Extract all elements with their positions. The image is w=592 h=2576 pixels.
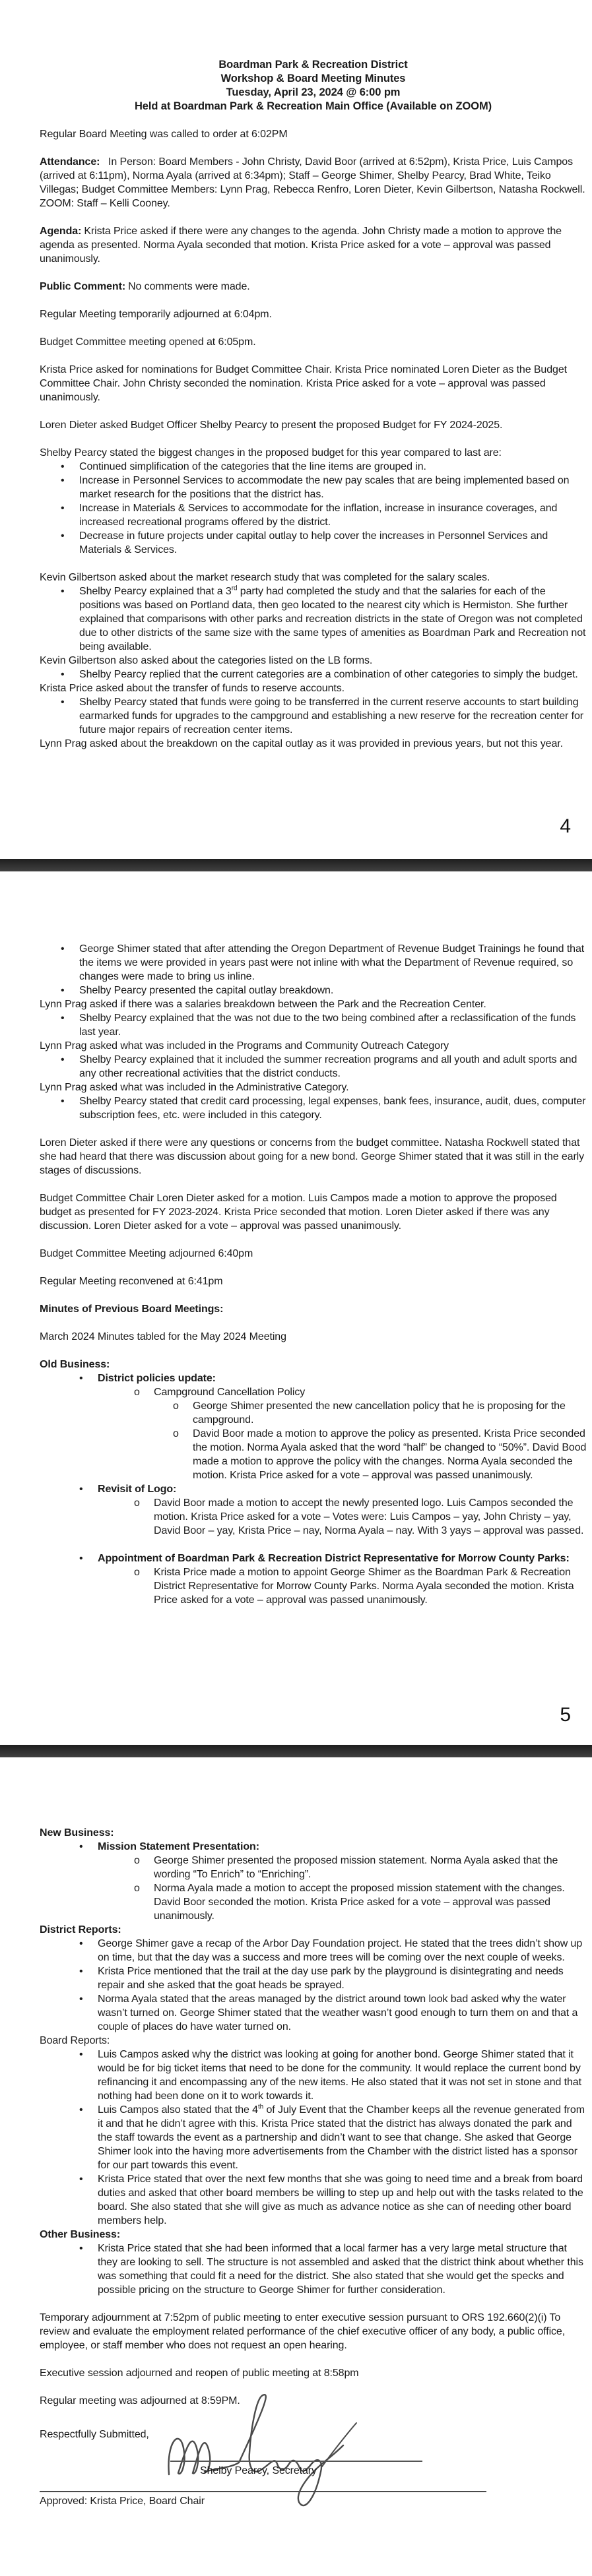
bullet-icon: •	[79, 1938, 83, 1949]
paragraph: Kevin Gilbertson also asked about the categories listed on the LB forms.	[40, 655, 373, 666]
circle-bullet-icon: o	[134, 1497, 140, 1509]
ordinal-superscript: rd	[231, 584, 238, 592]
title-line: Held at Boardman Park & Recreation Main Office (Available on ZOOM)	[134, 100, 492, 112]
paragraph: Kevin Gilbertson asked about the market research study that was completed for the salary scales.	[40, 572, 490, 583]
spacer	[40, 321, 587, 335]
approved-label: Approved: Krista Price, Board Chair	[40, 2496, 205, 2507]
paragraph: Lynn Prag asked what was included in the Programs and Community Outreach Category	[40, 1040, 449, 1052]
spacer	[40, 1122, 587, 1136]
page-separator	[0, 859, 592, 871]
paragraph: Regular Board Meeting was called to order at 6:02PM	[40, 129, 288, 140]
spacer	[40, 1261, 587, 1274]
bullet-item: • George Shimer gave a recap of the Arbor Day Foundation project. He stated that the trees didn’t show up on time, but that the day was a success and more trees will be coming over the next couple of weeks.	[79, 1938, 583, 1963]
text-run: Shelby Pearcy explained that a 3	[79, 586, 232, 597]
bullet-icon: •	[61, 503, 65, 514]
bullet-item: • Increase in Personnel Services to accommodate the new pay scales that are being implemented based on market research for the positions that the district has.	[61, 475, 570, 500]
circle-bullet-icon: o	[134, 1567, 140, 1578]
paragraph: Regular Meeting reconvened at 6:41pm	[40, 1276, 223, 1287]
bullet-item: • Revisit of Logo:	[79, 1484, 177, 1495]
sub-bullet-item: o David Boor made a motion to accept the newly presented logo. Luis Campos seconded the motion. Krista Price asked for a vote – Votes were: Luis Campos – yay, John Christy – yay, David Boor – yay, Krista Price – nay, Norma Ayala – nay. With 3 yays – approval was passed.	[134, 1497, 584, 1536]
spacer	[40, 557, 587, 571]
paragraph: Krista Price asked for nominations for Budget Committee Chair. Krista Price nominated Loren Dieter as the Budget Committee Chair. John Christy seconded the nomination. Krista Price asked for a vote – approval was passed unanimously.	[40, 364, 567, 403]
spacer	[40, 266, 587, 280]
spacer	[40, 349, 587, 363]
bullet-item: • Shelby Pearcy stated that funds were going to be transferred in the current reserve accounts to start building earmarked funds for upgrades to the campground and establishing a new reserve for the recreation center for future major repairs of recreation center items.	[61, 697, 583, 736]
bullet-icon: •	[79, 1966, 83, 1977]
sub-bullet-item: o Campground Cancellation Policy	[134, 1387, 306, 1398]
page-4	[0, 0, 592, 859]
text-run: of July Event that the Chamber keeps all the revenue generated from it and that he didn’t agree with this. Krista Price stated that the district has always donated the park and the staff towards the event as a partnership and didn’t want to see that change. She asked that George Shimer look into the having more advertisements from the Chamber with the district listed has a sponsor for our part towards this event.	[98, 2104, 585, 2171]
bullet-icon: •	[79, 1553, 83, 1564]
bullet-item: • Shelby Pearcy explained that it included the summer recreation programs and all youth and adult sports and any other recreational activities that the district conducts.	[61, 1054, 577, 1079]
circle-bullet-icon: o	[173, 1428, 179, 1439]
spacer	[40, 113, 587, 127]
signature-line	[170, 2461, 422, 2462]
bullet-item: • Krista Price stated that over the next few months that she was going to need time and a break from board duties and asked that other board members be willing to step up and help out with the tasks related to the board. She also stated that she will give as much as advance notice as she can of needing other board members help.	[79, 2174, 583, 2226]
closing-text: Respectfully Submitted,	[40, 2429, 149, 2440]
bullet-item: • Norma Ayala stated that the areas managed by the district around town look bad asked why the water wasn’t turned on. George Shimer stated that the weather wasn’t good enough to turn them on and that a couple of places do have water turned on.	[79, 1994, 578, 2032]
page-separator	[0, 1745, 592, 1757]
circle-bullet-icon: o	[134, 1883, 140, 1894]
paragraph: Executive session adjourned and reopen of public meeting at 8:58pm	[40, 2368, 359, 2379]
bullet-icon: •	[61, 697, 65, 708]
paragraph: Public Comment: No comments were made.	[40, 281, 250, 292]
bullet-icon: •	[79, 2104, 83, 2116]
bullet-icon: •	[79, 1994, 83, 2005]
spacer	[40, 1178, 587, 1191]
bullet-item: • Decrease in future projects under capital outlay to help cover the increases in Personnel Services and Materials & Services.	[61, 530, 548, 555]
paragraph: Agenda: Krista Price asked if there were any changes to the agenda. John Christy made a motion to approve the agenda as presented. Norma Ayala seconded that motion. Krista Price asked for a vote – approval was passed unanimously.	[40, 226, 562, 265]
bullet-item: • Shelby Pearcy replied that the current categories are a combination of other categories to simply the budget.	[61, 669, 578, 680]
spacer	[40, 141, 587, 155]
section-heading: New Business:	[40, 1827, 114, 1838]
paragraph: Attendance: In Person: Board Members - John Christy, David Boor (arrived at 6:52pm), Krista Price, Luis Campos (arrived at 6:11pm), Norma Ayala (arrived at 6:34pm); Staff – George Shimer, Shelby Pearcy, Brad White, Teiko Villegas; Budget Committee Members: Lynn Prag, Rebecca Renfro, Loren Dieter, Kevin Gilbertson, Natasha Rockwell. ZOOM: Staff – Kelli Cooney.	[40, 156, 585, 209]
section-heading: Minutes of Previous Board Meetings:	[40, 1304, 224, 1315]
section-heading: Other Business:	[40, 2229, 121, 2240]
paragraph: March 2024 Minutes tabled for the May 2024 Meeting	[40, 1331, 286, 1342]
bullet-item: • Appointment of Boardman Park & Recreation District Representative for Morrow County Parks:	[79, 1553, 570, 1564]
title-line: Boardman Park & Recreation District	[218, 59, 408, 71]
spacer	[40, 210, 587, 224]
bullet-icon: •	[79, 1373, 83, 1384]
bullet-icon: •	[61, 669, 65, 680]
paragraph: Lynn Prag asked if there was a salaries breakdown between the Park and the Recreation Center.	[40, 999, 486, 1010]
sub-bullet-item: o David Boor made a motion to approve the policy as presented. Krista Price seconded the motion. Norma Ayala asked that the word “half” be changed to “50%”. David Bood made a motion to approve the policy with the changes. Norma Ayala seconded the motion. Krista Price asked for a vote – approval was passed unanimously.	[173, 1428, 587, 1481]
paragraph: Shelby Pearcy stated the biggest changes in the proposed budget for this year compared to last are:	[40, 447, 502, 458]
text-run: party had completed the study and that the salaries for each of the positions was based on Portland data, then geo located to the nearest city which is Hermiston. She further explained that comparisons with other parks and recreation districts in the state of Oregon was not completed due to other districts of the same size with the same types of amenities as Boardman Park and Recreation not being available.	[79, 586, 586, 652]
spacer	[40, 1344, 587, 1358]
bullet-icon: •	[61, 461, 65, 472]
paragraph: Loren Dieter asked Budget Officer Shelby Pearcy to present the proposed Budget for FY 2024-2025.	[40, 420, 503, 431]
spacer	[40, 404, 587, 418]
spacer	[40, 2297, 587, 2311]
sub-bullet-item: o George Shimer presented the new cancellation policy that he is proposing for the campground.	[173, 1400, 566, 1426]
paragraph: Regular meeting was adjourned at 8:59PM.	[40, 2395, 240, 2406]
paragraph: Lynn Prag asked what was included in the Administrative Category.	[40, 1082, 349, 1093]
spacer	[40, 1538, 587, 1552]
ordinal-superscript: th	[257, 2103, 264, 2111]
title-line: Workshop & Board Meeting Minutes	[220, 73, 406, 84]
paragraph: Lynn Prag asked about the breakdown on the capital outlay as it was provided in previous years, but not this year.	[40, 738, 563, 749]
bullet-icon: •	[61, 1054, 65, 1065]
bullet-icon: •	[79, 2243, 83, 2254]
bullet-item: • Shelby Pearcy explained that the was not due to the two being combined after a reclassification of the funds last year.	[61, 1013, 576, 1038]
bullet-icon: •	[61, 943, 65, 955]
title-line: Tuesday, April 23, 2024 @ 6:00 pm	[226, 86, 401, 98]
paragraph: Regular Meeting temporarily adjourned at 6:04pm.	[40, 309, 272, 320]
page-number: 4	[560, 815, 571, 837]
signature-area	[40, 2408, 587, 2533]
spacer	[40, 1316, 587, 1330]
circle-bullet-icon: o	[134, 1387, 140, 1398]
sub-bullet-item: o George Shimer presented the proposed mission statement. Norma Ayala asked that the wording “To Enrich” to “Enriching”.	[134, 1855, 558, 1880]
bullet-item: • Luis Campos asked why the district was looking at going for another bond. George Shimer stated that it would be for big ticket items that need to be done for the community. It would replace the current bond by refinancing it and encompassing any of the new items. He also stated that it was not set in stone and that nothing had been done on it to work towards it.	[79, 2049, 581, 2102]
bullet-icon: •	[61, 586, 65, 597]
bold-label: Public Comment:	[40, 281, 126, 292]
bullet-icon: •	[79, 2049, 83, 2060]
bullet-icon: •	[79, 2174, 83, 2185]
secretary-name: Shelby Pearcy, Secretary	[200, 2465, 317, 2476]
paragraph: Budget Committee Chair Loren Dieter asked for a motion. Luis Campos made a motion to approve the proposed budget as presented for FY 2023-2024. Krista Price seconded that motion. Loren Dieter asked if there was any discussion. Loren Dieter asked for a vote – approval was passed unanimously.	[40, 1193, 557, 1232]
section-heading: Old Business:	[40, 1359, 110, 1370]
page-number: 5	[560, 1704, 571, 1726]
bullet-item: • Increase in Materials & Services to accommodate for the inflation, increase in insurance coverages, and increased recreational programs offered by the district.	[61, 503, 558, 528]
paragraph: Temporary adjournment at 7:52pm of public meeting to enter executive session pursuant to ORS 192.660(2)(i) To review and evaluate the employment related performance of the chief executive officer of any body, a public office, employee, or staff member who does not request an open hearing.	[40, 2312, 566, 2351]
approval-line	[40, 2491, 486, 2492]
spacer	[40, 2352, 587, 2366]
bullet-icon: •	[79, 1484, 83, 1495]
bullet-icon: •	[61, 1096, 65, 1107]
sub-bullet-item: o Krista Price made a motion to appoint George Shimer as the Boardman Park & Recreation District Representative for Morrow County Parks. Norma Ayala seconded the motion. Krista Price asked for a vote – approval was passed unanimously.	[134, 1567, 574, 1606]
bullet-item: • Shelby Pearcy presented the capital outlay breakdown.	[61, 985, 334, 996]
spacer	[40, 1288, 587, 1302]
bullet-item: • Krista Price stated that she had been informed that a local farmer has a very large metal structure that they are looking to sell. The structure is not assembled and asked that the district think about whether this was something that could fit a need for the district. She also stated that she would get the specks and possible pricing on the structure to George Shimer for further consideration.	[79, 2243, 583, 2296]
bullet-item: • George Shimer stated that after attending the Oregon Department of Revenue Budget Trainings he found that the items we were provided in years past were not inline with what the Department of Revenue required, so changes were made to bring us inline.	[61, 943, 585, 982]
bullet-icon: •	[61, 985, 65, 996]
bullet-item: • Krista Price mentioned that the trail at the day use park by the playground is disintegrating and needs repair and she asked that the goat heads be sprayed.	[79, 1966, 564, 1991]
bullet-item: • Mission Statement Presentation:	[79, 1841, 259, 1852]
spacer	[40, 1233, 587, 1247]
paragraph: Krista Price asked about the transfer of funds to reserve accounts.	[40, 683, 345, 694]
page-4-content	[40, 58, 587, 751]
page-6-content	[40, 1826, 587, 2408]
bullet-icon: •	[79, 1841, 83, 1852]
bullet-item: • District policies update:	[79, 1373, 216, 1384]
paragraph: Budget Committee Meeting adjourned 6:40pm	[40, 1248, 253, 1259]
bullet-icon: •	[61, 1013, 65, 1024]
circle-bullet-icon: o	[173, 1400, 179, 1412]
bullet-item	[40, 584, 587, 654]
section-heading: District Reports:	[40, 1924, 121, 1935]
bullet-icon: •	[61, 530, 65, 542]
page-5-content	[40, 942, 587, 1607]
paragraph: Budget Committee meeting opened at 6:05pm.	[40, 336, 256, 348]
sub-bullet-item: o Norma Ayala made a motion to accept the proposed mission statement with the changes. David Boor seconded the motion. Krista Price asked for a vote – approval was passed unanimously.	[134, 1883, 565, 1922]
page-6	[0, 1757, 592, 2576]
bullet-item	[40, 2103, 587, 2172]
spacer	[40, 432, 587, 446]
page-5	[0, 871, 592, 1745]
text-run: Luis Campos also stated that the 4	[98, 2104, 258, 2116]
circle-bullet-icon: o	[134, 1855, 140, 1866]
bullet-item: • Continued simplification of the categories that the line items are grouped in.	[61, 461, 426, 472]
paragraph: Board Reports:	[40, 2035, 110, 2046]
spacer	[40, 294, 587, 307]
bold-label: Agenda:	[40, 226, 82, 237]
bullet-item: • Shelby Pearcy stated that credit card processing, legal expenses, bank fees, insurance, audit, dues, computer subscription fees, etc. were included in this category.	[61, 1096, 586, 1121]
paragraph: Loren Dieter asked if there were any questions or concerns from the budget committee. Natasha Rockwell stated that she had heard that there was discussion about going for a new bond. George Shimer stated that it was still in the early stages of discussions.	[40, 1137, 585, 1176]
bold-label: Attendance:	[40, 156, 106, 168]
bullet-icon: •	[61, 475, 65, 486]
